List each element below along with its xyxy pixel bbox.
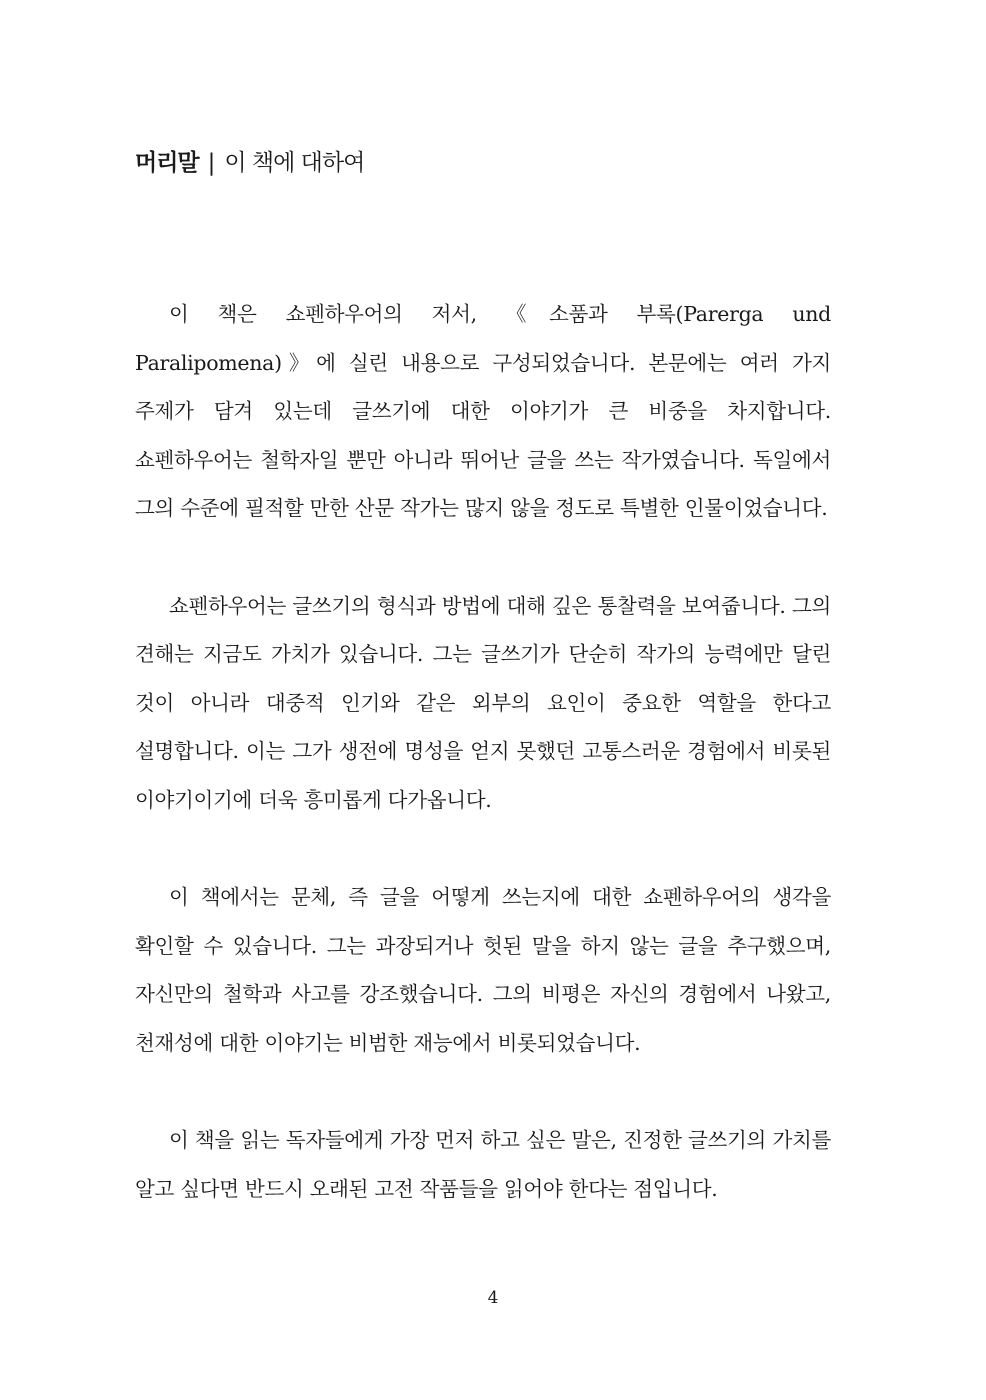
paragraph-1: 이 책은 쇼펜하우어의 저서, 《소품과 부록(Parerga und Paralipomena)》에 실린 내용으로 구성되었습니다. 본문에는 여러 가지 주제가 담겨 있는데 글쓰기에 대한 이야기가 큰 비중을 차지합니다. 쇼펜하우어는 철학자일 뿐만 아니라 뛰어난 글을 쓰는 작가였습니다. 독일에서 그의 수준에 필적할 만한 산문 작가는 많지 않을 정도로 특별한 인물이었습니다. [135,302,831,521]
paragraph-4: 이 책을 읽는 독자들에게 가장 먼저 하고 싶은 말은, 진정한 글쓰기의 가치를 알고 싶다면 반드시 오래된 고전 작품들을 읽어야 한다는 점입니다. [135,1128,831,1201]
title-separator: | [207,150,216,176]
page-heading [135,143,364,183]
paragraph-2: 쇼펜하우어는 글쓰기의 형식과 방법에 대해 깊은 통찰력을 보여줍니다. 그의 견해는 지금도 가치가 있습니다. 그는 글쓰기가 단순히 작가의 능력에만 달린 것이 아니라 대중적 인기와 같은 외부의 요인이 중요한 역할을 한다고 설명합니다. 이는 그가 생전에 명성을 얻지 못했던 고통스러운 경험에서 비롯된 이야기이기에 더욱 흥미롭게 다가옵니다. [135,593,831,812]
paragraph-3: 이 책에서는 문체, 즉 글을 어떻게 쓰는지에 대한 쇼펜하우어의 생각을 확인할 수 있습니다. 그는 과장되거나 헛된 말을 하지 않는 글을 추구했으며, 자신만의 철학과 사고를 강조했습니다. 그의 비평은 자신의 경험에서 나왔고, 천재성에 대한 이야기는 비범한 재능에서 비롯되었습니다. [135,885,831,1055]
page-subtitle: 이 책에 대하여 [224,150,365,176]
page-number: 4 [487,1288,499,1308]
page-title: 머리말 [135,150,199,176]
body-text [135,290,831,1213]
